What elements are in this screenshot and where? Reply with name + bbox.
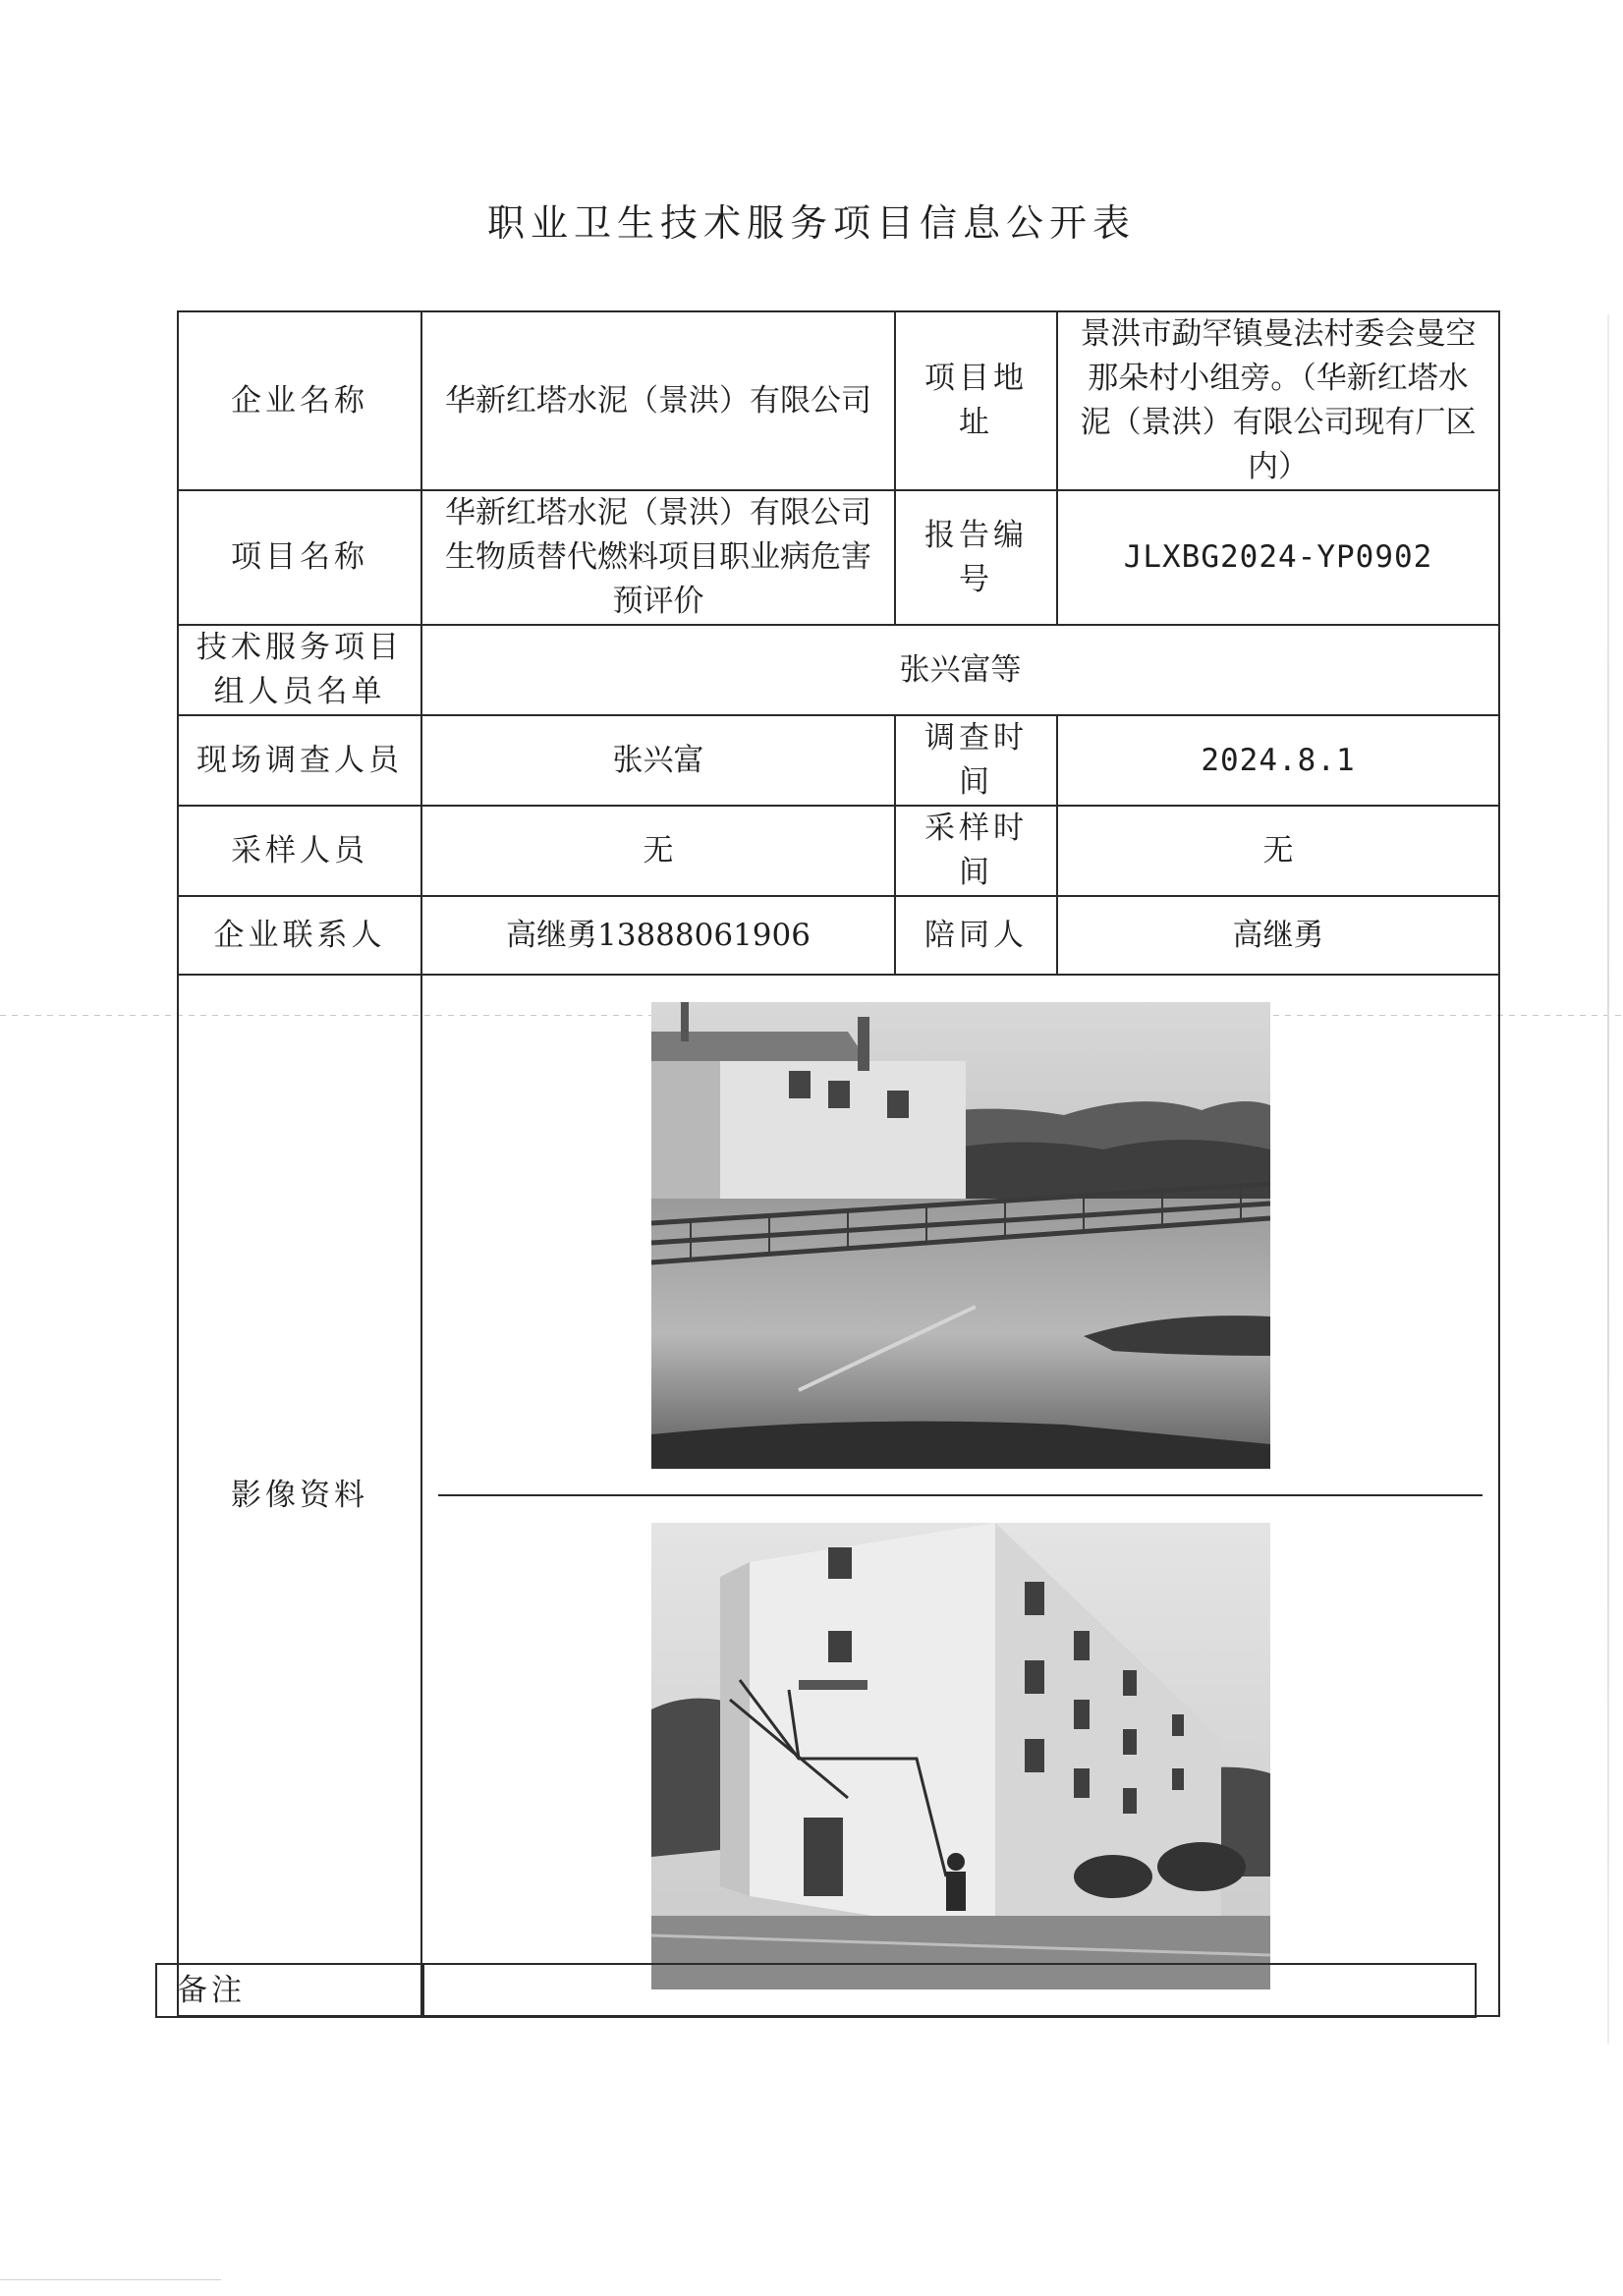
project-address-value: 景洪市勐罕镇曼法村委会曼空那朵村小组旁。（华新红塔水泥（景洪）有限公司现有厂区内） [1057,311,1499,490]
company-name-label: 企业名称 [178,311,421,490]
sampling-time-label: 采样时间 [895,806,1057,896]
table-row [178,625,1499,715]
team-label: 技术服务项目组人员名单 [178,625,421,715]
report-no-value: JLXBG2024-YP0902 [1057,490,1499,625]
scan-edge-shadow [1607,314,1609,2044]
media-label: 影像资料 [178,975,421,2016]
survey-time-label: 调查时间 [895,715,1057,806]
escort-label: 陪同人 [895,896,1057,975]
table-row [178,311,1499,490]
media-cell [421,975,1499,2016]
sampling-time-value: 无 [1057,806,1499,896]
table-row [178,806,1499,896]
escort-value: 高继勇 [1057,896,1499,975]
info-table [177,310,1500,2017]
sampler-label: 采样人员 [178,806,421,896]
document-title: 职业卫生技术服务项目信息公开表 [486,201,1136,245]
team-value: 张兴富等 [421,625,1499,715]
scan-bottom-line [0,2279,221,2280]
remark-label: 备注 [157,1965,424,2016]
contact-label: 企业联系人 [178,896,421,975]
project-address-label: 项目地址 [895,311,1057,490]
table-row [178,715,1499,806]
sampler-value: 无 [421,806,895,896]
project-name-label: 项目名称 [178,490,421,625]
company-name-value: 华新红塔水泥（景洪）有限公司 [421,311,895,490]
site-photo-office-building [651,1523,1270,1989]
table-row [178,896,1499,975]
survey-time-value: 2024.8.1 [1057,715,1499,806]
project-name-value: 华新红塔水泥（景洪）有限公司生物质替代燃料项目职业病危害预评价 [421,490,895,625]
contact-value: 高继勇13888061906 [421,896,895,975]
remark-value [424,1965,1475,2016]
surveyor-label: 现场调查人员 [178,715,421,806]
site-photo-factory [651,1002,1270,1469]
table-row [178,975,1499,2016]
table-row [178,490,1499,625]
report-no-label: 报告编号 [895,490,1057,625]
remark-row [155,1963,1477,2018]
surveyor-value: 张兴富 [421,715,895,806]
